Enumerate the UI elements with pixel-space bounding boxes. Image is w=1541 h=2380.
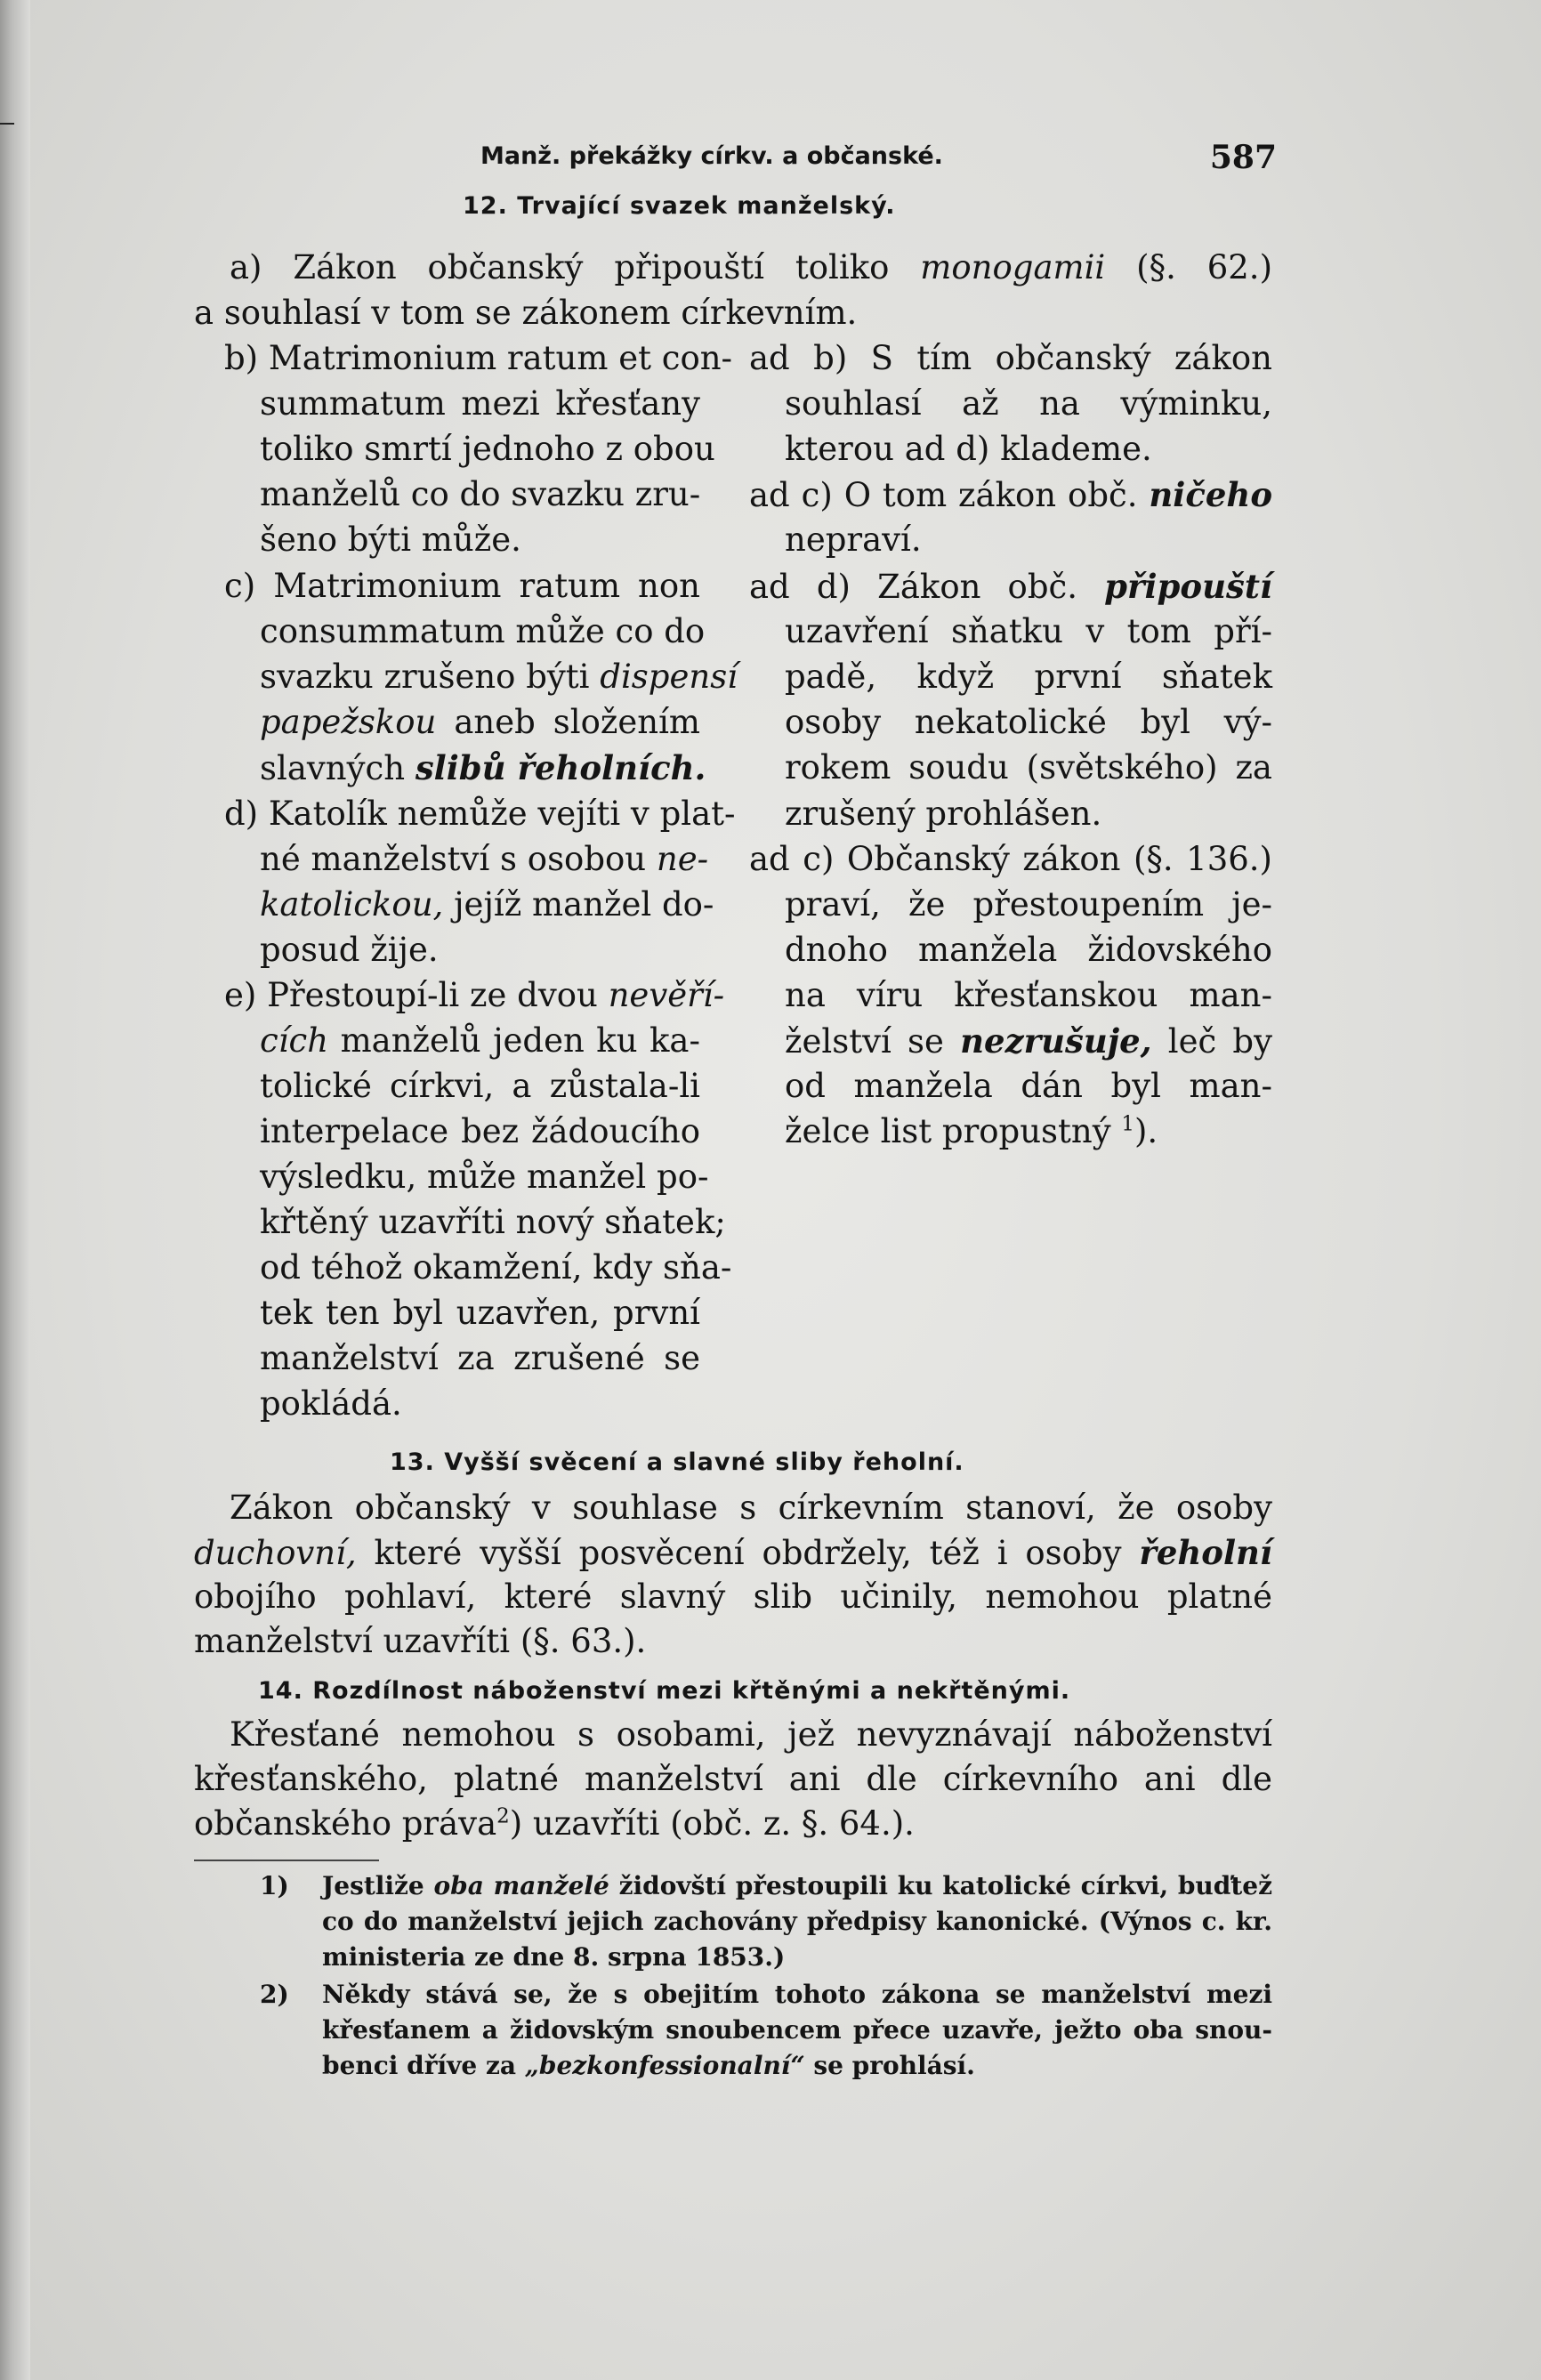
left-b-line-3: toliko smrtí jednoho z obou [260, 430, 715, 468]
right-e-line-1: ad c) Občanský zákon (§. 136.) [749, 840, 1272, 878]
left-e-line-1: e) Přestoupí-li ze dvou nevěří- [224, 976, 725, 1014]
right-b-line-2: souhlasí až na výminku, [785, 384, 1272, 423]
left-e-line-4: interpelace bez žádoucího [260, 1112, 700, 1150]
left-d-line-4: posud žije. [260, 931, 439, 969]
left-d-line-3: katolickou, jejíž manžel do- [260, 885, 714, 924]
footnote-1-line-1: 1) Jestliže oba manželé židovští přestoupili ku katolické církvi, buďtež [260, 1868, 1272, 1903]
left-e-line-7: od téhož okamžení, kdy sňa- [260, 1248, 732, 1287]
left-e-line-9: manželství za zrušené se [260, 1339, 700, 1377]
left-e-line-8: tek ten byl uzavřen, první [260, 1294, 700, 1332]
footnote-2-mark: 2) [260, 1980, 289, 2009]
right-d-line-3: padě, když první sňatek [785, 658, 1272, 696]
right-d-line-6: zrušený prohlášen. [785, 795, 1102, 833]
section-14-line-2: křesťanského, platné manželství ani dle církevního ani dle [194, 1760, 1272, 1798]
right-d-line-4: osoby nekatolické byl vý- [785, 703, 1272, 741]
section-13-line-2: duchovní, které vyšší posvěcení obdržely, též i osoby řeholní [194, 1533, 1272, 1572]
section-12-heading: 12. Trvající svazek manželský. [463, 192, 896, 220]
left-c-line-4: papežskou aneb složením [260, 703, 701, 741]
left-e-line-3: tolické církvi, a zůstala-li [260, 1067, 700, 1105]
right-d-line-2: uzavření sňatku v tom pří- [785, 612, 1272, 650]
left-b-line-2: summatum mezi křesťany [260, 384, 700, 423]
left-c-line-1: c) Matrimonium ratum non [224, 567, 700, 605]
left-e-line-2: cích manželů jeden ku ka- [260, 1021, 700, 1060]
margin-mark [0, 123, 14, 125]
footnote-1-line-3: ministeria ze dne 8. srpna 1853.) [322, 1942, 786, 1972]
right-c-line-2: nepraví. [785, 520, 922, 559]
section-12-intro-line-2: a souhlasí v tom se zákonem církevním. [194, 294, 858, 332]
left-b-line-4: manželů co do svazku zru- [260, 475, 701, 513]
left-c-line-2: consummatum může co do [260, 612, 706, 650]
left-b-line-1: b) Matrimonium ratum et con- [224, 339, 733, 377]
book-spine-shadow [0, 0, 30, 2380]
left-e-line-6: křtěný uzavříti nový sňatek; [260, 1203, 726, 1241]
section-14-line-1: Křesťané nemohou s osobami, jež nevyznávají náboženství [230, 1715, 1272, 1754]
right-d-line-5: rokem soudu (světského) za [785, 748, 1272, 787]
right-e-line-3: dnoho manžela židovského [785, 931, 1272, 969]
section-14-line-3: občanského práva$^2$) uzavříti (obč. z. §. 64.). [194, 1804, 915, 1843]
right-e-line-7: želce list propustný $^1$). [785, 1112, 1158, 1150]
right-e-line-6: od manžela dán byl man- [785, 1067, 1272, 1105]
left-d-line-1: d) Katolík nemůže vejíti v plat- [224, 795, 736, 833]
right-b-line-1: ad b) S tím občanský zákon [749, 339, 1272, 377]
left-c-line-3: svazku zrušeno býti dispensí [260, 658, 738, 696]
right-b-line-3: kterou ad d) klademe. [785, 430, 1152, 468]
section-13-line-1: Zákon občanský v souhlase s církevním stanoví, že osoby [230, 1489, 1272, 1527]
footnote-ref-2: 2 [496, 1804, 510, 1828]
section-13-line-4: manželství uzavříti (§. 63.). [194, 1622, 647, 1660]
page-header [480, 139, 1277, 178]
right-e-line-4: na víru křesťanskou man- [785, 976, 1272, 1014]
section-13-line-3: obojího pohlaví, které slavný slib učinily, nemohou platné [194, 1577, 1272, 1616]
footnote-rule [194, 1860, 379, 1861]
left-d-line-2: né manželství s osobou ne- [260, 840, 709, 878]
right-d-line-1: ad d) Zákon obč. připouští [749, 567, 1272, 606]
left-e-line-10: pokládá. [260, 1384, 402, 1423]
left-e-line-5: výsledku, může manžel po- [260, 1158, 709, 1196]
section-13-heading: 13. Vyšší svěcení a slavné sliby řeholní. [390, 1448, 964, 1476]
section-14-heading: 14. Rozdílnost náboženství mezi křtěnými a nekřtěnými. [258, 1677, 1071, 1705]
footnote-1-mark: 1) [260, 1871, 289, 1900]
left-c-line-5: slavných slibů řeholních. [260, 748, 706, 787]
right-c-line-1: ad c) O tom zákon obč. ničeho [749, 475, 1272, 514]
footnote-2-line-2: křesťanem a židovským snoubencem přece uzavře, ježto oba snou- [322, 2015, 1272, 2045]
footnote-1-line-2: co do manželství jejich zachovány předpisy kanonické. (Výnos c. kr. [322, 1907, 1272, 1936]
footnote-2-line-1: 2) Někdy stává se, že s obejitím tohoto zákona se manželství mezi [260, 1977, 1272, 2012]
page-number: 587 [1209, 139, 1277, 176]
right-e-line-2: praví, že přestoupením je- [785, 885, 1272, 924]
left-b-line-5: šeno býti může. [260, 520, 521, 559]
running-title: Manž. překážky církv. a občanské. [480, 142, 943, 170]
footnote-ref-1: 1 [1121, 1112, 1134, 1136]
footnote-2-line-3: benci dříve za „bezkonfessionalní“ se prohlásí. [322, 2051, 975, 2080]
section-12-intro-line-1: a) Zákon občanský připouští toliko monogamii (§. 62.) [230, 248, 1273, 286]
right-e-line-5: želství se nezrušuje, leč by [785, 1021, 1273, 1061]
